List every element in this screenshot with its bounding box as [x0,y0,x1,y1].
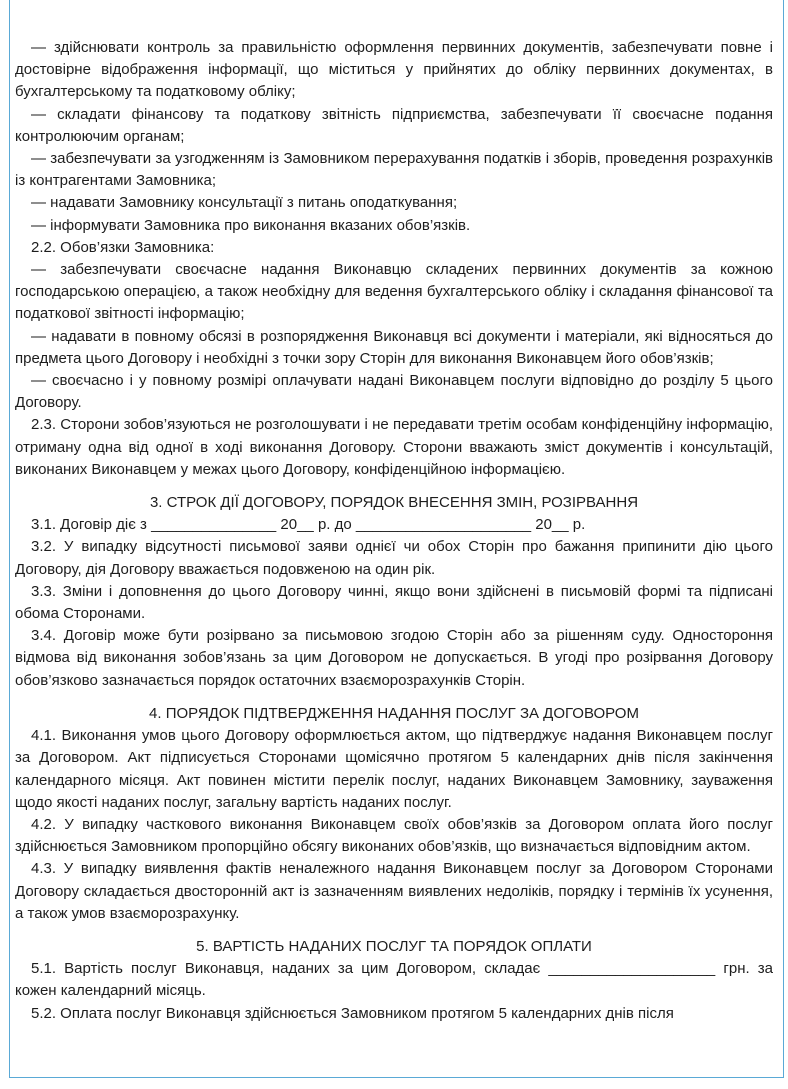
duty-item: — забезпечувати за узгодженням із Замовником перерахування податків і зборів, проведення розрахунків із контрагентами Замовника; [15,150,773,190]
clause-5-1: 5.1. Вартість послуг Виконавця, наданих за цим Договором, складає ____________________ грн. за кожен календарний місяць. [15,960,773,1000]
duty-item: — складати фінансову та податкову звітність підприємства, забезпечувати її своєчасне подання контролюючим органам; [15,105,773,145]
duty-item: — інформувати Замовника про виконання вказаних обов’язків. [31,216,471,234]
clause-3-2: 3.2. У випадку відсутності письмової заяви однієї чи обох Сторін про бажання припинити дію цього Договору, дія Договору вважається подовженою на один рік. [15,538,773,578]
contract-text [15,37,773,1025]
duty-item: — здійснювати контроль за правильністю оформлення первинних документів, забезпечувати повне і достовірне відображення інформації, що міститься у прийнятих до обліку первинних документах, в бухгалтерському та податковому обліку; [15,39,773,101]
customer-duty-item: — своєчасно і у повному розмірі оплачувати надані Виконавцем послуги відповідно до розділу 5 цього Договору. [15,372,773,412]
clause-4-3: 4.3. У випадку виявлення фактів неналежного надання Виконавцем послуг за Договором Сторонами Договору складається двосторонній акт із зазначенням виявлених недоліків, порядку і термінів їх усунення, а також умов взаєморозрахунку. [15,860,773,922]
duty-item: — надавати Замовнику консультації з питань оподаткування; [31,194,458,212]
section-4-heading: 4. ПОРЯДОК ПІДТВЕРДЖЕННЯ НАДАННЯ ПОСЛУГ ЗА ДОГОВОРОМ [149,704,639,722]
clause-5-2: 5.2. Оплата послуг Виконавця здійснюється Замовником протягом 5 календарних днів після [31,1004,674,1022]
customer-duty-item: — забезпечувати своєчасне надання Виконавцю складених первинних документів за кожною господарською операцією, а також необхідну для ведення бухгалтерського обліку і складання фінансової та податкової звітності інформацію; [15,261,773,323]
clause-3-3: 3.3. Зміни і доповнення до цього Договору чинні, якщо вони здійснені в письмовій формі та підписані обома Сторонами. [15,582,773,623]
clause-4-1: 4.1. Виконання умов цього Договору оформлюється актом, що підтверджує надання Виконавцем послуг за Договором. Акт підписується Сторонами щомісячно протягом 5 календарних днів після закінчення календарного місяця. Акт повинен містити перелік послуг, наданих Виконавцем Замовнику, зауваження щодо якості наданих послуг, загальну вартість наданих послуг. [15,727,773,811]
clause-2-3: 2.3. Сторони зобов’язуються не розголошувати і не передавати третім особам конфіденційну інформацію, отриману одна від одної в ході виконання Договору. Сторони вважають зміст документів і консультацій, виконаних Виконавцем у межах цього Договору, конфіденційною інформацією. [15,416,773,478]
clause-3-4: 3.4. Договір може бути розірвано за письмовою згодою Сторін або за рішенням суду. Одностороння відмова від виконання зобов’язань за цим Договором не допускається. В угоді про розірвання Договору обов’язково зазначається порядок остаточних взаєморозрахунків Сторін. [15,627,773,689]
section-5-heading: 5. ВАРТІСТЬ НАДАНИХ ПОСЛУГ ТА ПОРЯДОК ОПЛАТИ [196,937,592,955]
section-3-heading: 3. СТРОК ДІЇ ДОГОВОРУ, ПОРЯДОК ВНЕСЕННЯ ЗМІН, РОЗІРВАННЯ [149,494,639,512]
clause-4-2: 4.2. У випадку часткового виконання Виконавцем своїх обов’язків за Договором оплата його послуг здійснюється Замовником пропорційно обсягу виконаних обов’язків, що визначається відповідним актом. [15,815,773,856]
clause-3-1: 3.1. Договір діє з _______________ 20__ р. до _____________________ 20__ р. [31,516,586,534]
customer-duty-item: — надавати в повному обсязі в розпорядження Виконавця всі документи і матеріали, які відносяться до предмета цього Договору і необхідні з точки зору Сторін для виконання Виконавцем його обов’язків; [15,327,773,367]
clause-2-2-title: 2.2. Обов’язки Замовника: [31,238,215,256]
